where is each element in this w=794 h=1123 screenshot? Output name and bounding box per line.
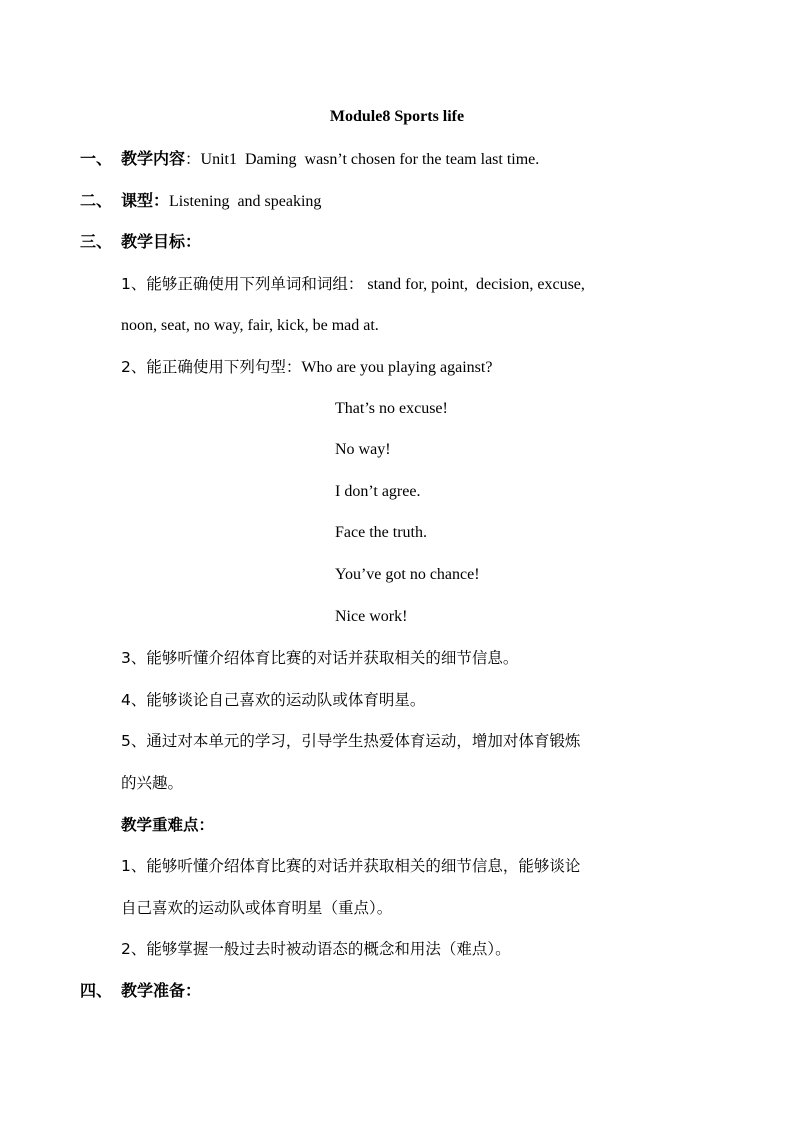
sentence-pattern: Nice work! [335, 608, 408, 625]
key-point-1: 1、能够听懂介绍体育比赛的对话并获取相关的细节信息，能够谈论 [121, 857, 581, 875]
section-2-number: 二、 [80, 191, 113, 210]
section-3-label: 教学目标： [121, 232, 202, 251]
section-1-colon: ： [185, 150, 201, 168]
goal-1-cn: 1、能够正确使用下列单词和词组： [121, 275, 364, 293]
section-1-text: Unit1 Daming wasn’t chosen for the team last time. [200, 151, 540, 168]
page-title: Module8 Sports life [329, 108, 465, 125]
goal-5: 5、通过对本单元的学习，引导学生热爱体育运动，增加对体育锻炼 [121, 732, 581, 750]
sentence-pattern: That’s no excuse! [335, 400, 448, 417]
goal-1-en: stand for, point, decision, excuse, [363, 276, 585, 293]
sentence-pattern: Who are you playing against? [301, 359, 493, 376]
goal-2-cn: 2、能正确使用下列句型： [121, 358, 302, 376]
goal-4: 4、能够谈论自己喜欢的运动队或体育明星。 [121, 691, 426, 709]
section-4 [0, 981, 794, 1001]
section-2-text: Listening and speaking [169, 193, 322, 210]
goal-5-continued: 的兴趣。 [121, 774, 184, 792]
section-1 [0, 149, 794, 169]
goal-2 [121, 357, 492, 377]
section-1-label: 教学内容 [121, 149, 186, 168]
goal-3: 3、能够听懂介绍体育比赛的对话并获取相关的细节信息。 [121, 649, 519, 667]
section-4-number: 四、 [80, 981, 113, 1000]
section-2-label: 课型： [121, 191, 170, 210]
sentence-pattern: I don’t agree. [335, 483, 421, 500]
section-1-number: 一、 [80, 149, 113, 168]
key-points-heading: 教学重难点： [121, 816, 215, 834]
section-3 [0, 232, 794, 252]
section-4-label: 教学准备： [121, 981, 202, 1000]
key-point-2: 2、能够掌握一般过去时被动语态的概念和用法（难点）。 [121, 940, 511, 958]
section-2 [0, 191, 794, 211]
goal-1 [121, 274, 585, 294]
sentence-pattern: You’ve got no chance! [335, 566, 480, 583]
sentence-pattern: No way! [335, 441, 391, 458]
goal-1-continued: noon, seat, no way, fair, kick, be mad at. [121, 317, 379, 334]
key-point-1-continued: 自己喜欢的运动队或体育明星（重点）。 [121, 899, 393, 917]
sentence-pattern: Face the truth. [335, 524, 427, 541]
section-3-number: 三、 [80, 232, 113, 251]
